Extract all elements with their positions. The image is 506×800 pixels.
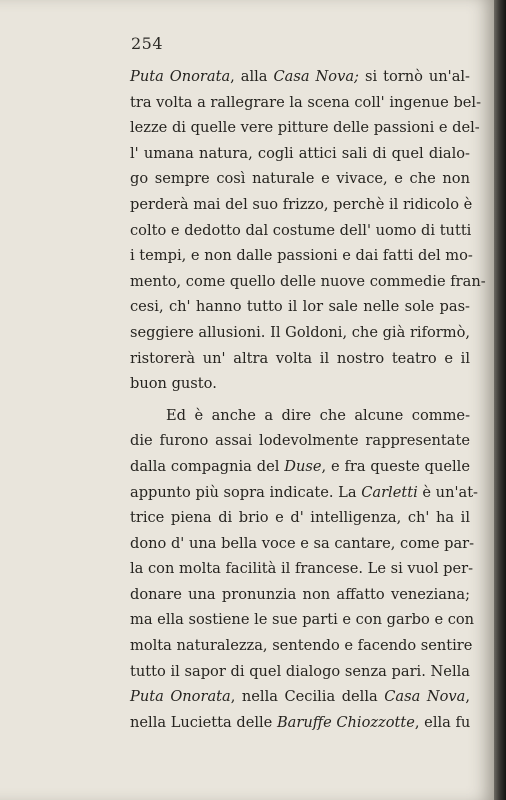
text-segment: donare una pronunzia non affatto veneziana; xyxy=(130,585,470,603)
text-line xyxy=(130,371,470,397)
text-line xyxy=(130,218,470,244)
italic-text: Puta Onorata xyxy=(130,68,231,85)
text-segment: die furono assai lodevolmente rappresentate xyxy=(130,432,470,450)
text-segment: dono d' una bella voce e sa cantare, come par- xyxy=(130,534,475,552)
italic-text: Duse xyxy=(284,457,322,475)
italic-text: Carletti xyxy=(361,483,418,501)
text-segment: ma ella sostiene le sue parti e con garbo e con xyxy=(130,611,475,629)
text-segment: tutto il sapor di quel dialogo senza pari. Nella xyxy=(130,662,470,680)
text-line xyxy=(130,90,482,116)
text-line xyxy=(130,64,470,90)
text-line xyxy=(130,403,470,429)
italic-text: Casa Nova xyxy=(384,688,466,706)
text-segment: la con molta facilità il francese. Le si vuol per- xyxy=(130,560,474,578)
text-line xyxy=(130,505,470,531)
text-line xyxy=(130,320,470,346)
text-line xyxy=(130,454,470,480)
text-segment: l' umana natura, cogli attici sali di quel dialo- xyxy=(130,144,470,162)
text-segment: cesi, ch' hanno tutto il lor sale nelle sole pas- xyxy=(130,298,470,316)
text-line xyxy=(130,115,480,141)
text-segment: molta naturalezza, sentendo e facendo sentire xyxy=(130,637,473,655)
text-segment: è un'at- xyxy=(417,483,478,501)
italic-text: Casa Nova; xyxy=(273,68,359,85)
text-segment: , nella Cecilia della xyxy=(230,688,385,706)
text-line xyxy=(130,582,470,608)
italic-text: Baruffe Chiozzotte xyxy=(276,713,415,731)
text-segment: go sempre così naturale e vivace, e che non xyxy=(130,170,470,188)
text-segment: , xyxy=(465,688,470,706)
text-segment: mento, come quello delle nuove commedie fran- xyxy=(130,272,486,290)
text-segment: i tempi, e non dalle passioni e dai fatti del mo- xyxy=(130,247,473,265)
text-segment: buon gusto. xyxy=(130,375,217,393)
text-line xyxy=(130,166,470,192)
text-line xyxy=(130,684,470,710)
text-segment: seggiere allusioni. Il Goldoni, che già riformò, xyxy=(130,323,471,341)
text-segment: , e fra queste quelle xyxy=(321,457,470,475)
text-segment: , alla xyxy=(230,68,274,85)
body-text xyxy=(130,64,486,735)
text-segment: appunto più sopra indicate. La xyxy=(130,483,362,501)
text-line xyxy=(130,531,475,557)
text-segment: si tornò un'al- xyxy=(358,68,470,85)
text-segment: tra volta a rallegrare la scena coll' ingenue bel- xyxy=(130,93,482,111)
text-line xyxy=(130,192,473,218)
text-line xyxy=(130,710,470,736)
text-segment: ristorerà un' altra volta il nostro teatro e il xyxy=(130,349,470,367)
text-segment: lezze di quelle vere pitture delle passioni e del- xyxy=(130,119,480,137)
text-line xyxy=(130,607,475,633)
text-segment: nella Lucietta delle xyxy=(130,713,277,731)
text-line xyxy=(130,659,470,685)
text-line xyxy=(130,480,478,506)
page-number: 254 xyxy=(131,34,164,53)
book-spine xyxy=(494,0,506,800)
text-line xyxy=(130,269,486,295)
text-segment: , ella fu xyxy=(414,713,471,731)
italic-text: Puta Onorata xyxy=(130,688,231,706)
text-segment: colto e dedotto dal costume dell' uomo di tutti xyxy=(130,221,472,239)
text-line xyxy=(130,346,470,372)
text-line xyxy=(130,428,470,454)
text-segment: perderà mai del suo frizzo, perchè il ridicolo è xyxy=(130,195,473,213)
text-line xyxy=(130,556,474,582)
text-segment: Ed è anche a dire che alcune comme- xyxy=(166,406,470,424)
text-segment: dalla compagnia del xyxy=(130,457,285,475)
text-line xyxy=(130,141,470,167)
text-line xyxy=(130,243,473,269)
text-line xyxy=(130,294,470,320)
text-line xyxy=(130,633,473,659)
text-segment: trice piena di brio e d' intelligenza, ch' ha il xyxy=(130,509,470,527)
